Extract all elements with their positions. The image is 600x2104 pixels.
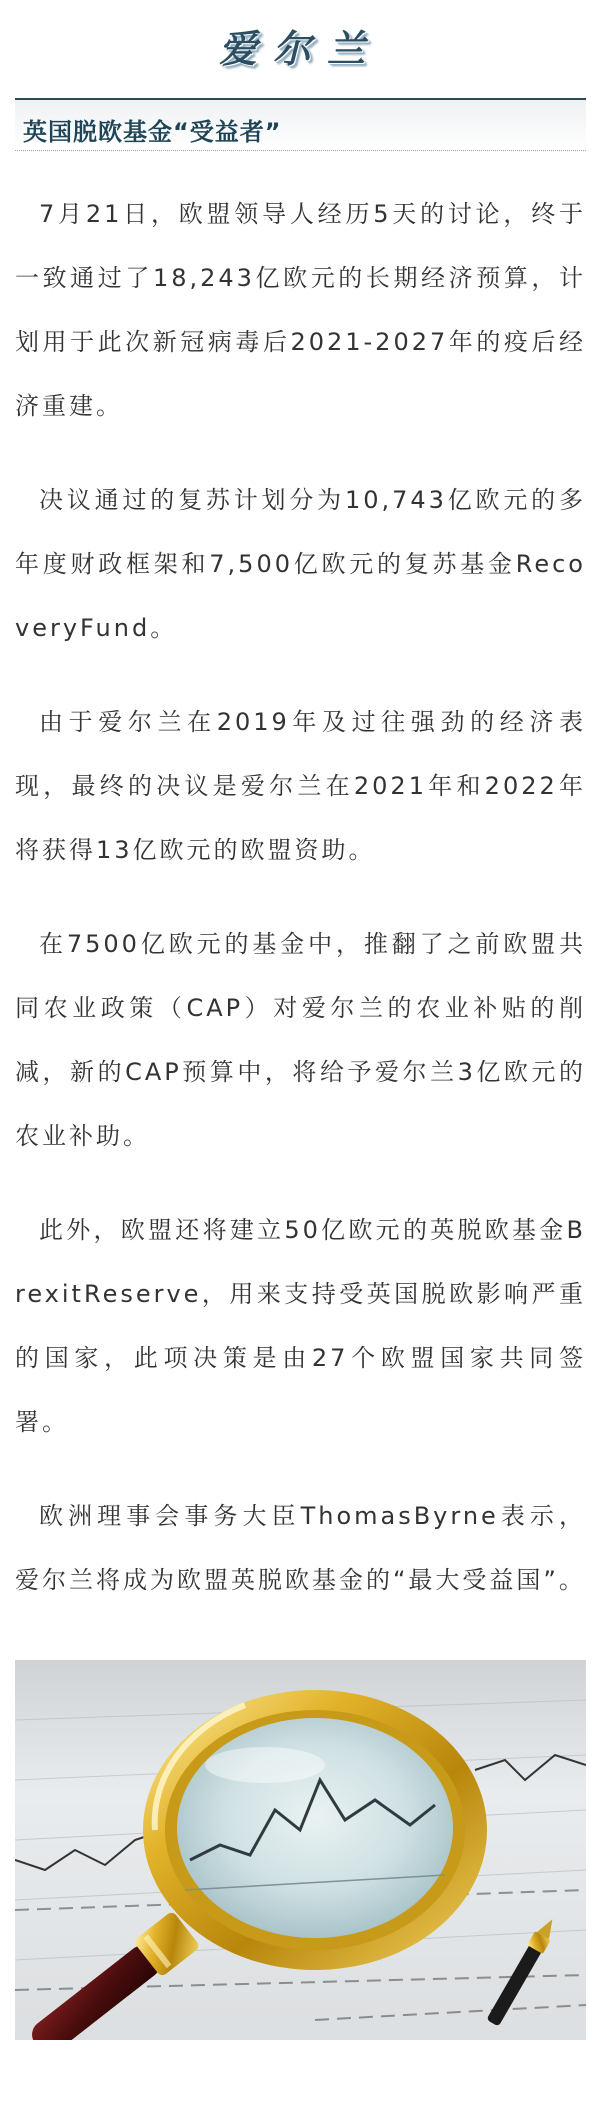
magnifying-glass-photo [15, 1660, 586, 2040]
paragraph: 此外，欧盟还将建立50亿欧元的英脱欧基金BrexitReserve，用来支持受英国脱欧影响严重的国家，此项决策是由27个欧盟国家共同签署。 [15, 1216, 586, 1436]
paragraph: 由于爱尔兰在2019年及过往强劲的经济表现，最终的决议是爱尔兰在2021年和2022年将获得13亿欧元的欧盟资助。 [15, 708, 586, 864]
brand-title: 爱尔兰 [218, 27, 381, 71]
section-header [15, 98, 586, 150]
section-title: 英国脱欧基金“受益者” [23, 118, 282, 146]
paragraph: 在7500亿欧元的基金中，推翻了之前欧盟共同农业政策（CAP）对爱尔兰的农业补贴的削减，新的CAP预算中，将给予爱尔兰3亿欧元的农业补助。 [15, 930, 586, 1150]
paragraph: 决议通过的复苏计划分为10,743亿欧元的多年度财政框架和7,500亿欧元的复苏基金RecoveryFund。 [15, 486, 586, 642]
magnifying-glass-illustration [15, 1660, 586, 2040]
article-body [15, 182, 586, 1642]
paragraph: 欧洲理事会事务大臣ThomasByrne表示，爱尔兰将成为欧盟英脱欧基金的“最大受益国”。 [15, 1502, 586, 1594]
header [0, 0, 600, 90]
paragraph: 7月21日，欧盟领导人经历5天的讨论，终于一致通过了18,243亿欧元的长期经济预算，计划用于此次新冠病毒后2021-2027年的疫后经济重建。 [15, 200, 586, 420]
section-divider [15, 150, 586, 151]
